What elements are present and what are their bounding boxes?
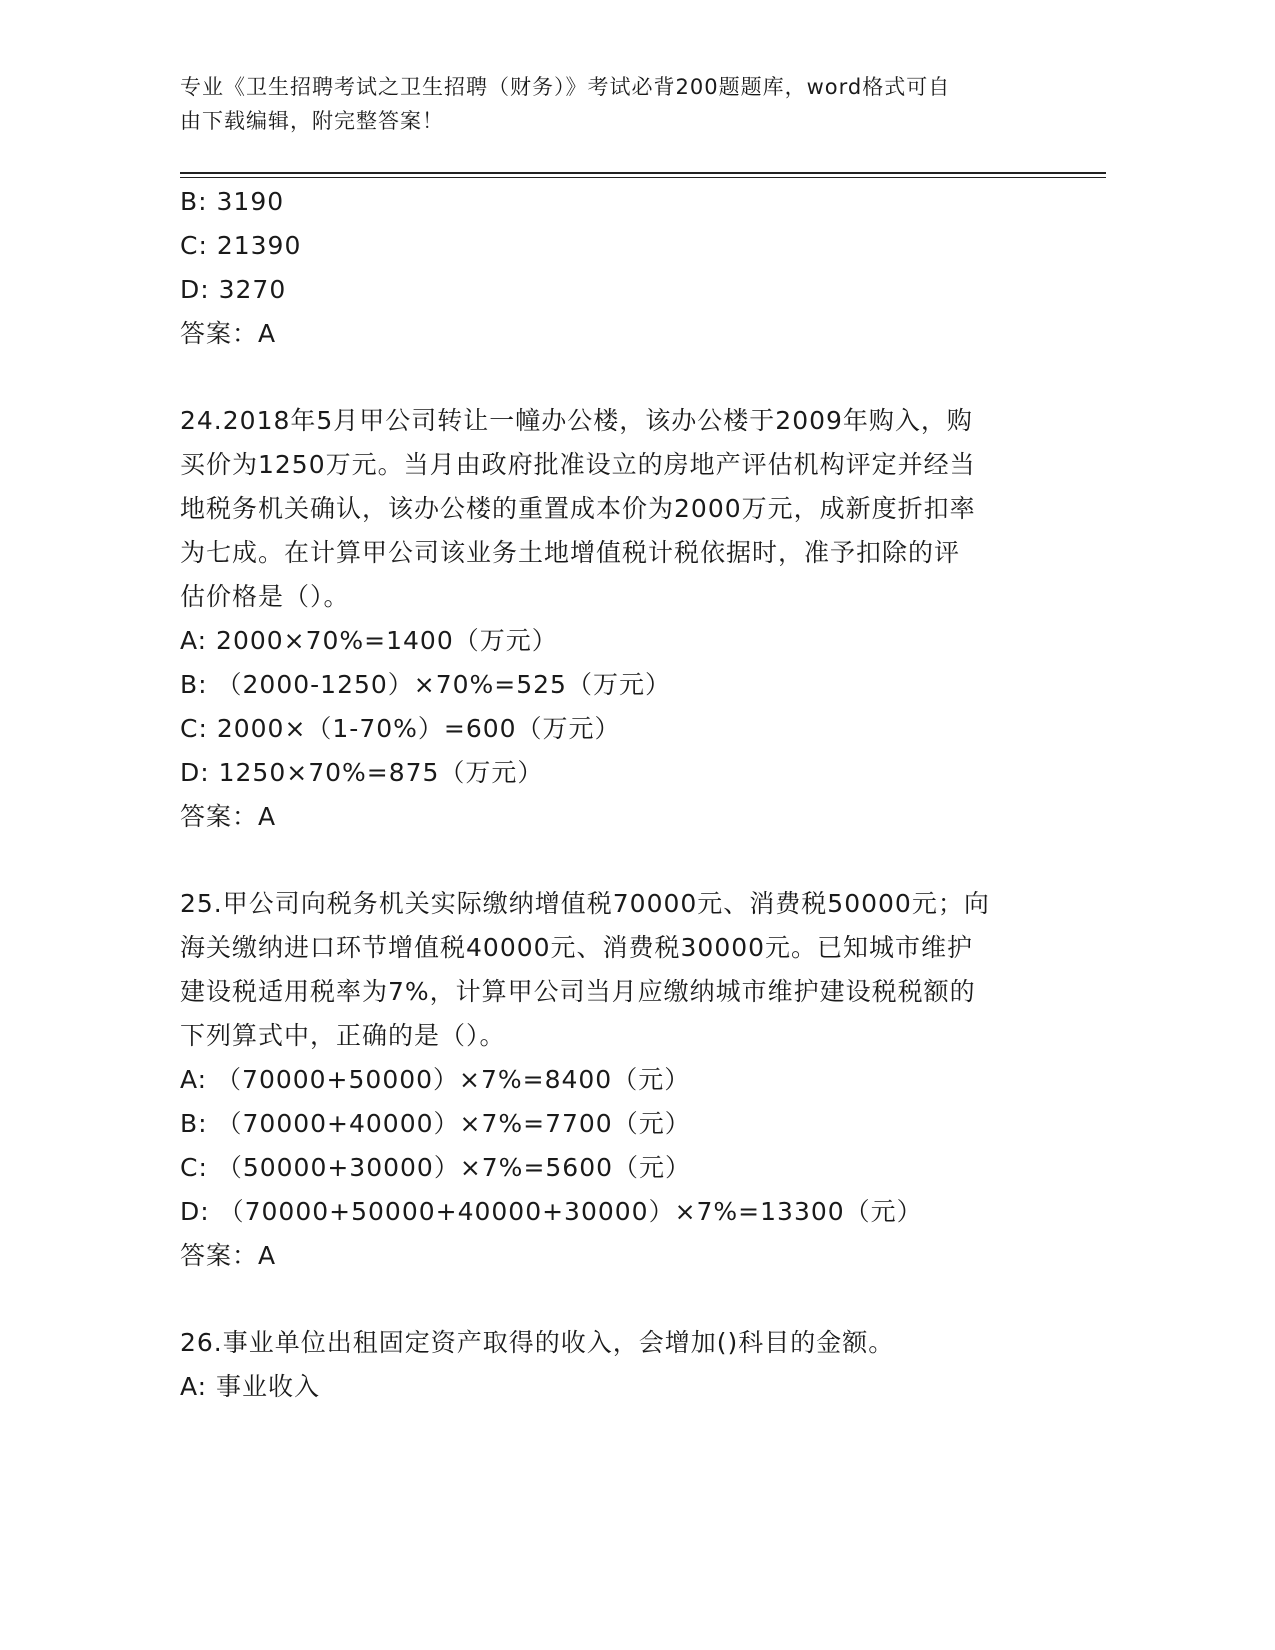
option-c: C: 2000×（1-70%）=600（万元） xyxy=(180,714,621,743)
question-23-tail xyxy=(180,180,1040,356)
answer-label: 答案：A xyxy=(180,1241,277,1270)
question-stem-line: 买价为1250万元。当月由政府批准设立的房地产评估机构评定并经当 xyxy=(180,450,976,479)
option-b: B: （70000+40000）×7%=7700（元） xyxy=(180,1109,691,1138)
option-b: B: 3190 xyxy=(180,187,285,216)
option-b: B: （2000-1250）×70%=525（万元） xyxy=(180,670,671,699)
question-gap xyxy=(180,356,1040,399)
question-gap xyxy=(180,839,1040,882)
option-a: A: 2000×70%=1400（万元） xyxy=(180,626,558,655)
question-stem-line: 24.2018年5月甲公司转让一幢办公楼，该办公楼于2009年购入，购 xyxy=(180,406,973,435)
question-stem-line: 25.甲公司向税务机关实际缴纳增值税70000元、消费税50000元；向 xyxy=(180,889,990,918)
question-content xyxy=(180,180,1040,1409)
question-26 xyxy=(180,1321,1040,1409)
header-divider-thick xyxy=(180,172,1106,174)
question-stem-line: 地税务机关确认，该办公楼的重置成本价为2000万元，成新度折扣率 xyxy=(180,494,976,523)
question-gap xyxy=(180,1278,1040,1321)
question-stem-line: 下列算式中，正确的是（）。 xyxy=(180,1021,506,1050)
question-stem-line: 为七成。在计算甲公司该业务土地增值税计税依据时，准予扣除的评 xyxy=(180,538,961,567)
answer-label: 答案：A xyxy=(180,802,277,831)
answer-label: 答案：A xyxy=(180,319,277,348)
question-stem-line: 26.事业单位出租固定资产取得的收入，会增加()科目的金额。 xyxy=(180,1328,895,1357)
option-a: A: （70000+50000）×7%=8400（元） xyxy=(180,1065,691,1094)
question-stem-line: 估价格是（）。 xyxy=(180,582,350,611)
option-a: A: 事业收入 xyxy=(180,1372,321,1401)
question-24 xyxy=(180,399,1040,839)
option-d: D: 3270 xyxy=(180,275,287,304)
option-d: D: （70000+50000+40000+30000）×7%=13300（元） xyxy=(180,1197,923,1226)
header-line-2: 由下载编辑，附完整答案！ xyxy=(180,109,444,133)
header-divider-thin xyxy=(180,177,1106,178)
question-stem-line: 建设税适用税率为7%，计算甲公司当月应缴纳城市维护建设税税额的 xyxy=(180,977,976,1006)
document-header xyxy=(180,70,1040,138)
header-line-1: 专业《卫生招聘考试之卫生招聘（财务）》考试必背200题题库，word格式可自 xyxy=(180,75,951,99)
question-25 xyxy=(180,882,1040,1278)
option-c: C: （50000+30000）×7%=5600（元） xyxy=(180,1153,692,1182)
option-c: C: 21390 xyxy=(180,231,302,260)
question-stem-line: 海关缴纳进口环节增值税40000元、消费税30000元。已知城市维护 xyxy=(180,933,974,962)
option-d: D: 1250×70%=875（万元） xyxy=(180,758,544,787)
